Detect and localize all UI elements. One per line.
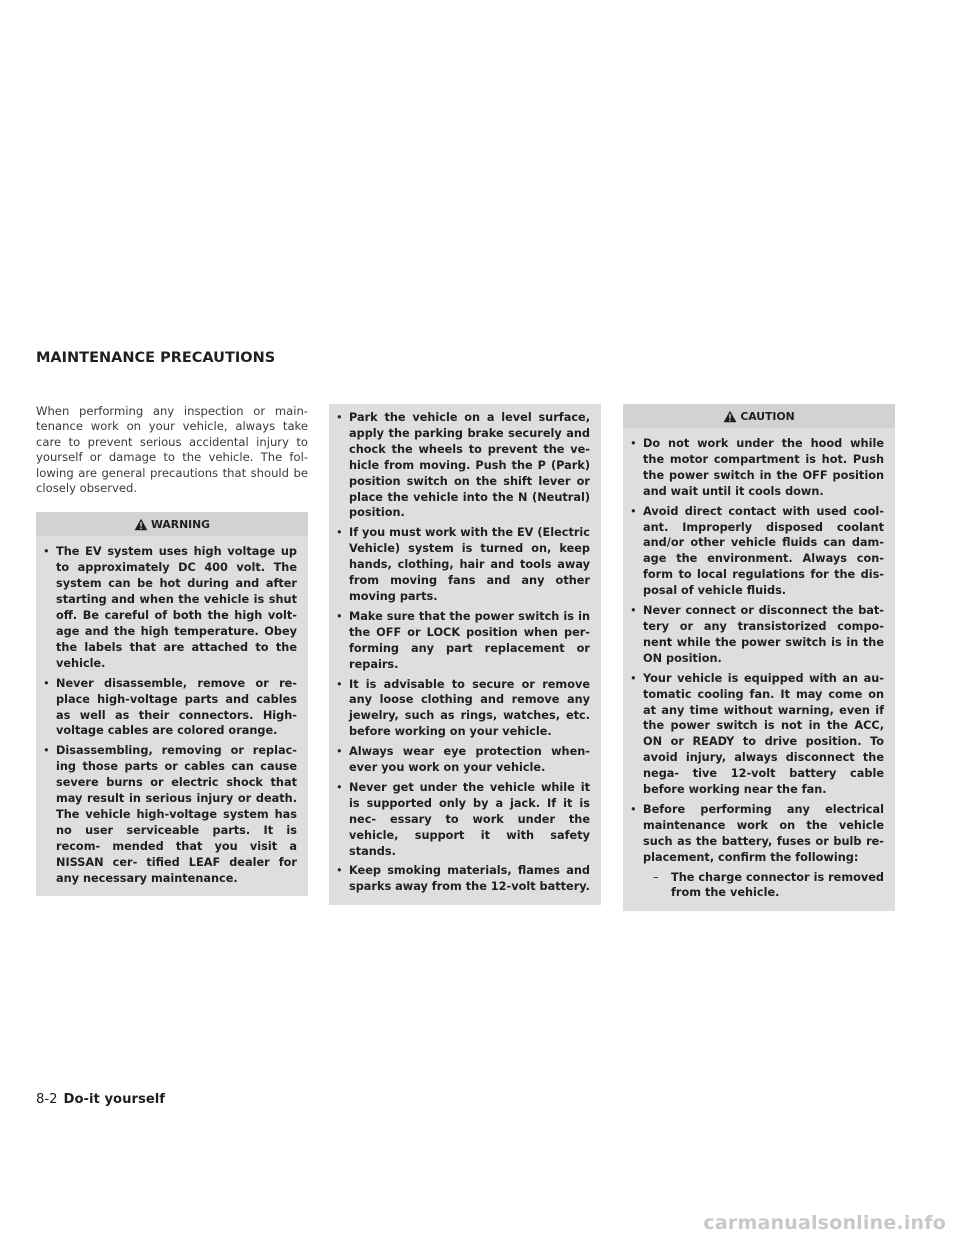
caution-item-text: Do not work under the hood while the motor compartment is hot. Push the power switch in the OFF position and wait until it cools down.	[643, 437, 884, 498]
caution-item-5	[630, 802, 884, 901]
warning-item-text: Make sure that the power switch is in the OFF or LOCK position when per- forming any part replacement or repairs.	[349, 609, 590, 671]
warning-cont-item-2	[336, 525, 590, 605]
bullet: •	[630, 671, 637, 685]
page-footer	[36, 1092, 165, 1107]
bullet: •	[43, 676, 50, 690]
bullet: •	[630, 802, 637, 816]
warning-item-text: Always wear eye protection when- ever you work on your vehicle.	[349, 745, 590, 775]
bullet: •	[630, 604, 637, 618]
warning-cont-item-4	[336, 677, 590, 741]
bullet: •	[43, 545, 50, 559]
caution-sublist	[643, 870, 884, 902]
warning-item-1	[43, 544, 297, 671]
bullet: •	[336, 411, 343, 424]
caution-item-text: Never connect or disconnect the bat- tery or any transistorized compo- nent while the power switch is in the ON position.	[643, 604, 884, 665]
warning-item-text: If you must work with the EV (Electric Vehicle) system is turned on, keep hands, clothing, hair and tools away from moving fans and any other moving parts.	[349, 526, 591, 603]
bullet: •	[336, 526, 343, 540]
bullet: •	[336, 780, 343, 794]
warning-item-text: Keep smoking materials, flames and sparks away from the 12-volt battery.	[349, 864, 590, 894]
bullet: •	[630, 437, 637, 450]
warning-cont-item-5	[336, 744, 590, 776]
intro-paragraph: When performing any inspection or main- tenance work on your vehicle, always take care to prevent serious accidental injury to yourself or damage to the vehicle. The fol- lowing are general precautions that should be closely observed.	[36, 404, 308, 496]
bullet: •	[336, 609, 343, 623]
warning-continued-list	[336, 410, 590, 895]
watermark: carmanualsonline.info	[703, 1212, 946, 1234]
warning-list	[43, 544, 297, 886]
column-3	[623, 404, 895, 911]
warning-icon	[134, 518, 148, 531]
caution-icon	[723, 410, 737, 423]
warning-cont-item-3	[336, 609, 590, 673]
bullet: •	[336, 864, 343, 878]
chapter-title: Do-it yourself	[63, 1092, 166, 1107]
warning-item-text: Park the vehicle on a level surface, apply the parking brake securely and chock the wheels to prevent the ve- hicle from moving. Push the P (Park) position switch on the shift lever or place the vehicle into the N (Neutral) position.	[349, 411, 590, 520]
warning-header	[36, 512, 308, 536]
warning-panel-continued	[329, 404, 601, 905]
warning-label: WARNING	[150, 517, 211, 531]
caution-item-text: Your vehicle is equipped with an au- tomatic cooling fan. It may come on at any time without warning, even if the power switch is not in the ACC, ON or READY to drive position. To avoid injury, always disconnect the nega- tive 12-volt battery cable before working near the fan.	[643, 671, 884, 797]
caution-panel	[623, 404, 895, 911]
caution-item-2	[630, 504, 884, 599]
column-1	[36, 404, 308, 896]
bullet: •	[43, 744, 50, 758]
warning-item-text: It is advisable to secure or remove any loose clothing and remove any jewelry, such as rings, watches, etc. before working on your vehicle.	[349, 677, 590, 739]
caution-list	[630, 436, 884, 901]
caution-item-text: Before performing any electrical maintenance work on the vehicle such as the battery, fuses or bulb re- placement, confirm the following:	[643, 802, 884, 864]
warning-cont-item-7	[336, 863, 590, 895]
column-2	[329, 404, 601, 905]
warning-item-text: The EV system uses high voltage up to approximately DC 400 volt. The system can be hot during and after starting and when the vehicle is shut off. Be careful of both the high volt- age and the high temperature. Obey the labels that are attached to the vehicle.	[56, 545, 297, 670]
caution-item-3	[630, 603, 884, 667]
bullet: •	[336, 677, 343, 691]
caution-item-4	[630, 671, 884, 798]
warning-item-2	[43, 676, 297, 740]
warning-cont-item-1	[336, 410, 590, 521]
warning-item-text: Never disassemble, remove or re- place high-voltage parts and cables as well as their connectors. High- voltage cables are colored orange.	[56, 676, 297, 738]
warning-item-text: Disassembling, removing or replac- ing those parts or cables can cause severe burns or electric shock that may result in serious injury or death. The vehicle high-voltage system has no user serviceable parts. It is recom- mended that you visit a NISSAN cer- tified LEAF dealer for any necessary maintenance.	[56, 744, 297, 885]
dash: –	[653, 870, 659, 884]
warning-item-text: Never get under the vehicle while it is supported only by a jack. If it is nec- essary to work under the vehicle, support it with safety stands.	[349, 780, 590, 858]
warning-cont-item-6	[336, 780, 590, 860]
warning-item-3	[43, 743, 297, 886]
bullet: •	[630, 504, 637, 518]
caution-subitem-text: The charge connector is removed from the vehicle.	[671, 870, 884, 900]
caution-item-text: Avoid direct contact with used cool- ant. Improperly disposed coolant and/or other vehicle fluids can dam- age the environment. Always con- form to local regulations for the dis- posal of vehicle fluids.	[643, 504, 884, 598]
caution-label: CAUTION	[740, 409, 795, 423]
caution-subitem-1	[643, 870, 884, 902]
bullet: •	[336, 745, 343, 759]
caution-item-1	[630, 436, 884, 500]
warning-panel	[36, 512, 308, 896]
caution-header	[623, 404, 895, 428]
section-title: MAINTENANCE PRECAUTIONS	[36, 350, 276, 366]
page-number: 8-2	[36, 1092, 58, 1107]
